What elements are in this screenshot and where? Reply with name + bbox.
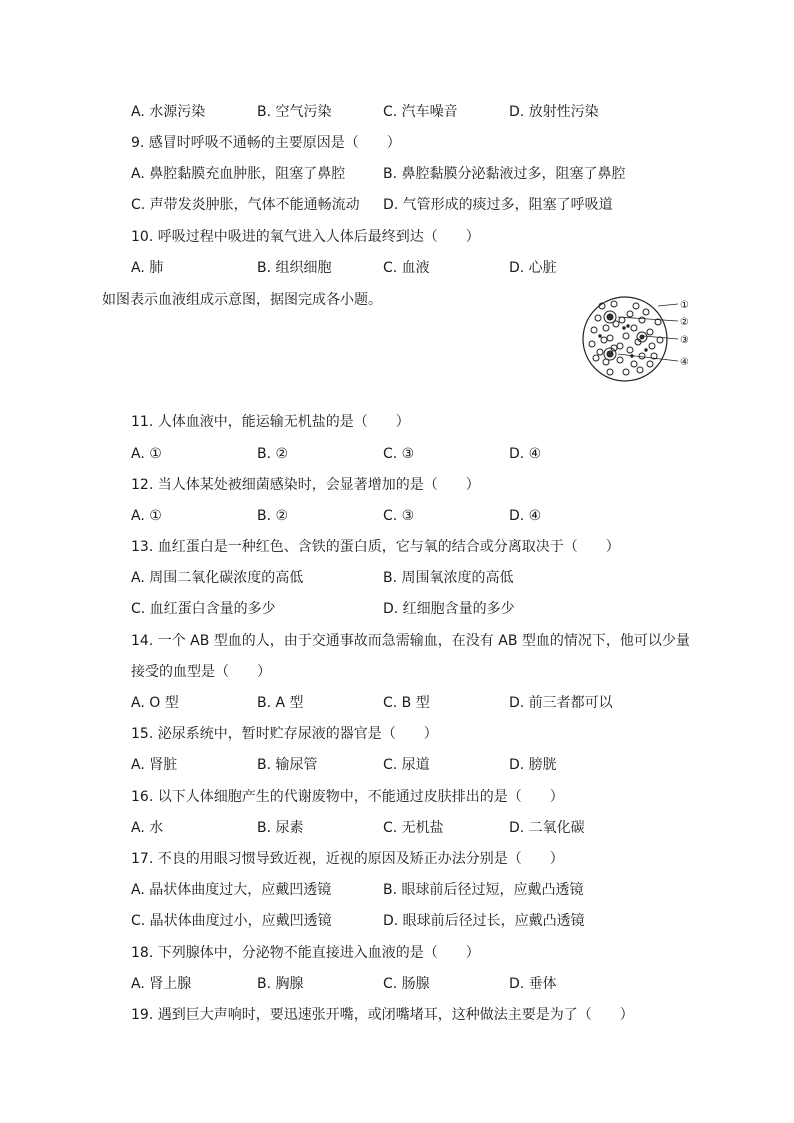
figure-label-4: ④ — [680, 357, 689, 368]
question-text: 18. 下列腺体中，分泌物不能直接进入血液的是（ ） — [131, 945, 480, 961]
platelet — [627, 325, 629, 327]
answer-option[interactable]: A. 周围二氧化碳浓度的高低 — [131, 570, 304, 586]
question-text: 9. 感冒时呼吸不通畅的主要原因是（ ） — [131, 135, 401, 151]
answer-option[interactable]: C. 尿道 — [383, 757, 430, 773]
answer-option[interactable]: D. ④ — [509, 446, 542, 462]
answer-options — [131, 445, 731, 463]
answer-option[interactable]: B. 眼球前后径过短，应戴凸透镜 — [383, 882, 584, 898]
white-blood-cell-nucleus — [607, 351, 613, 357]
platelet — [623, 327, 625, 329]
answer-option[interactable]: B. 输尿管 — [257, 757, 318, 773]
question-text: 接受的血型是（ ） — [131, 664, 271, 680]
question-text: 19. 遇到巨大声响时，要迅速张开嘴，或闭嘴堵耳，这种做法主要是为了（ ） — [131, 1007, 634, 1023]
blood-smear-diagram — [580, 292, 692, 386]
red-blood-cell — [619, 317, 625, 323]
answer-options — [131, 600, 731, 618]
answer-options — [131, 756, 731, 774]
answer-option[interactable]: A. 水 — [131, 820, 164, 836]
red-blood-cell — [633, 303, 639, 309]
answer-option[interactable]: B. 组织细胞 — [257, 260, 332, 276]
answer-option[interactable]: D. 气管形成的痰过多，阻塞了呼吸道 — [383, 197, 613, 213]
red-blood-cell — [627, 347, 633, 353]
answer-option[interactable]: C. 血液 — [383, 260, 430, 276]
figure-label-2: ② — [680, 317, 689, 328]
red-blood-cell — [631, 361, 637, 367]
answer-option[interactable]: C. ③ — [383, 508, 415, 524]
answer-options — [131, 507, 731, 525]
answer-option[interactable]: A. 肺 — [131, 260, 164, 276]
red-blood-cell — [627, 311, 633, 317]
answer-option[interactable]: B. 尿素 — [257, 820, 304, 836]
red-blood-cell — [617, 343, 623, 349]
figure-label-3: ③ — [680, 335, 689, 346]
answer-option[interactable]: D. 前三者都可以 — [509, 695, 613, 711]
answer-option[interactable]: A. 晶状体曲度过大，应戴凹透镜 — [131, 882, 332, 898]
red-blood-cell — [595, 315, 601, 321]
question-text: 16. 以下人体细胞产生的代谢废物中，不能通过皮肤排出的是（ ） — [131, 789, 564, 805]
red-blood-cell — [623, 333, 629, 339]
red-blood-cell — [597, 349, 603, 355]
answer-options — [131, 819, 731, 837]
blood-composition-figure — [580, 292, 692, 386]
answer-option[interactable]: D. 二氧化碳 — [509, 820, 585, 836]
red-blood-cell — [611, 301, 617, 307]
red-blood-cell — [643, 309, 649, 315]
answer-option[interactable]: C. B 型 — [383, 695, 430, 711]
red-blood-cell — [617, 357, 623, 363]
red-blood-cell — [623, 369, 629, 375]
answer-option[interactable]: D. ④ — [509, 508, 542, 524]
red-blood-cell — [603, 325, 609, 331]
red-blood-cell — [637, 367, 643, 373]
answer-option[interactable]: D. 红细胞含量的多少 — [383, 601, 515, 617]
answer-option[interactable]: C. 无机盐 — [383, 820, 444, 836]
white-blood-cell-nucleus — [607, 314, 613, 320]
red-blood-cell — [591, 327, 597, 333]
answer-option[interactable]: C. 肠腺 — [383, 976, 430, 992]
answer-option[interactable]: D. 垂体 — [509, 976, 557, 992]
answer-options — [131, 165, 731, 183]
red-blood-cell — [601, 337, 607, 343]
red-blood-cell — [639, 317, 645, 323]
platelet — [599, 335, 601, 337]
answer-option[interactable]: A. 水源污染 — [131, 104, 206, 120]
answer-options — [131, 975, 731, 993]
red-blood-cell — [647, 361, 653, 367]
answer-option[interactable]: D. 眼球前后径过长，应戴凸透镜 — [383, 913, 585, 929]
answer-options — [131, 196, 731, 214]
question-text: 10. 呼吸过程中吸进的氧气进入人体后最终到达（ ） — [131, 229, 480, 245]
answer-option[interactable]: B. 鼻腔黏膜分泌黏液过多，阻塞了鼻腔 — [383, 166, 626, 182]
red-blood-cell — [589, 341, 595, 347]
answer-option[interactable]: B. ② — [257, 508, 289, 524]
answer-option[interactable]: D. 心脏 — [509, 260, 557, 276]
answer-options — [131, 912, 731, 930]
red-blood-cell — [639, 353, 645, 359]
answer-option[interactable]: C. 声带发炎肿胀，气体不能通畅流动 — [131, 197, 360, 213]
answer-options — [131, 259, 731, 277]
red-blood-cell — [647, 329, 653, 335]
question-text: 12. 当人体某处被细菌感染时，会显著增加的是（ ） — [131, 477, 480, 493]
answer-option[interactable]: D. 膀胱 — [509, 757, 557, 773]
answer-option[interactable]: B. 胸腺 — [257, 976, 304, 992]
platelet — [645, 349, 647, 351]
answer-option[interactable]: B. ② — [257, 446, 289, 462]
answer-option[interactable]: B. 空气污染 — [257, 104, 332, 120]
answer-option[interactable]: A. ① — [131, 446, 162, 462]
white-blood-cell-nucleus — [640, 335, 644, 339]
answer-options — [131, 881, 731, 899]
answer-option[interactable]: C. ③ — [383, 446, 415, 462]
question-text: 11. 人体血液中，能运输无机盐的是（ ） — [131, 414, 410, 430]
answer-option[interactable]: B. 周围氧浓度的高低 — [383, 570, 514, 586]
answer-option[interactable]: A. ① — [131, 508, 162, 524]
red-blood-cell — [607, 335, 613, 341]
answer-option[interactable]: D. 放射性污染 — [509, 104, 599, 120]
figure-intro-text: 如图表示血液组成示意图，据图完成各小题。 — [102, 292, 382, 308]
answer-options — [131, 694, 731, 712]
answer-options — [131, 569, 731, 587]
question-text: 17. 不良的用眼习惯导致近视，近视的原因及矫正办法分别是（ ） — [131, 851, 564, 867]
question-text: 15. 泌尿系统中，暂时贮存尿液的器官是（ ） — [131, 726, 438, 742]
red-blood-cell — [593, 355, 599, 361]
answer-options — [131, 103, 731, 121]
red-blood-cell — [631, 325, 637, 331]
answer-option[interactable]: A. 肾脏 — [131, 757, 178, 773]
red-blood-cell — [607, 369, 613, 375]
answer-option[interactable]: A. 肾上腺 — [131, 976, 192, 992]
answer-option[interactable]: A. O 型 — [131, 695, 179, 711]
answer-option[interactable]: B. A 型 — [257, 695, 304, 711]
figure-label-1: ① — [680, 300, 689, 311]
question-text: 13. 血红蛋白是一种红色、含铁的蛋白质，它与氧的结合或分离取决于（ ） — [131, 539, 620, 555]
answer-option[interactable]: C. 汽车噪音 — [383, 104, 458, 120]
question-text: 14. 一个 AB 型血的人，由于交通事故而急需输血，在没有 AB 型血的情况下，他可以少量 — [131, 633, 690, 649]
answer-option[interactable]: C. 晶状体曲度过小，应戴凹透镜 — [131, 913, 332, 929]
answer-option[interactable]: A. 鼻腔黏膜充血肿胀，阻塞了鼻腔 — [131, 166, 346, 182]
answer-option[interactable]: C. 血红蛋白含量的多少 — [131, 601, 276, 617]
red-blood-cell — [649, 343, 655, 349]
